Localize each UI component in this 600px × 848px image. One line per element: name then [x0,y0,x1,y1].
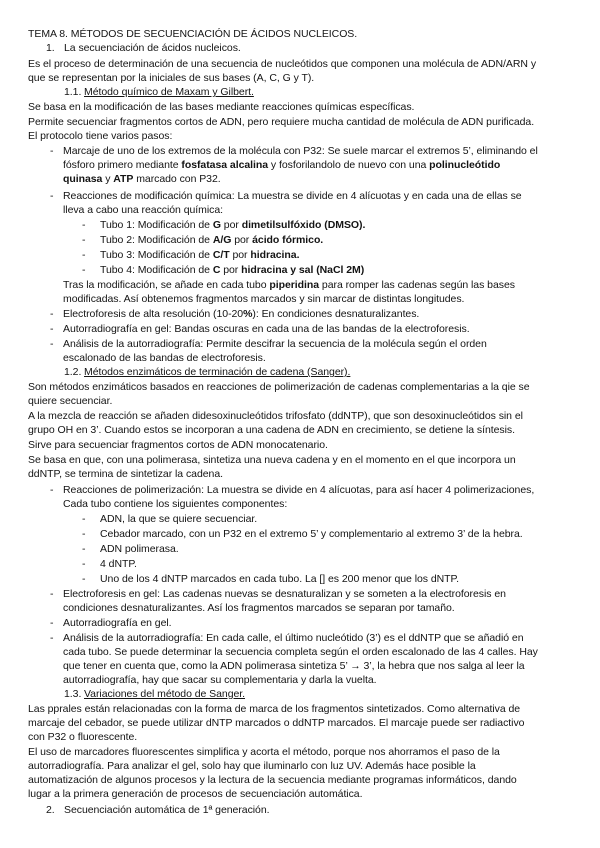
tube-2-line: Tubo 2: Modificación de A/G por ácido fórmico. [100,234,324,246]
sub-bullet-dash: - [82,573,86,585]
bullet-line: Autorradiografía en gel. [63,617,172,629]
sub-bullet-dash: - [82,219,86,231]
tube-3-line: Tubo 3: Modificación de C/T por hidracina. [100,249,300,261]
bullet-line: Reacciones de modificación química: La muestra se divide en 4 alícuotas y en cada una de ellas se [63,190,522,202]
paragraph-line: Es el proceso de determinación de una secuencia de nucleótidos que componen una molécula de ADN/ARN y [28,58,537,70]
paragraph-line: El protocolo tiene varios pasos: [28,130,173,142]
bullet-line: Análisis de la autorradiografía: En cada calle, el último nucleótido (3’) es el ddNTP que se añadió en [63,632,524,644]
bullet-dash: - [50,484,54,496]
bullet-line: Análisis de la autorradiografía: Permite descifrar la secuencia de la molécula según el orden [63,338,487,350]
sub-bullet-dash: - [82,249,86,261]
bullet-line: Autorradiografía en gel: Bandas oscuras en cada una de las bandas de la electroforesis. [63,323,470,335]
paragraph-line: Las pprales están relacionadas con la forma de marca de los fragmentos sintetizados. Como alternativa de [28,703,521,715]
bullet-line: Electroforesis de alta resolución (10-20%): En condiciones desnaturalizantes. [63,308,420,320]
paragraph-line: automatización de algunos procesos y la lectura de la secuencia mediante programas informáticos, dando [28,774,517,786]
section-1-2-heading: Métodos enzimáticos de terminación de cadena (Sanger). [84,366,351,378]
component-item: 4 dNTP. [100,558,137,570]
bullet-dash: - [50,308,54,320]
section-2-number: 2. [46,804,55,816]
paragraph-line: A la mezcla de reacción se añaden didesoxinucleótidos trifosfato (ddNTP), que son desoxinucleótidos sin el [28,410,523,422]
bullet-line: quinasa y ATP marcado con P32. [63,173,221,185]
component-item: ADN, la que se quiere secuenciar. [100,513,258,525]
bullet-line: Electroforesis en gel: Las cadenas nuevas se desnaturalizan y se someten a la electroforesis en [63,588,506,600]
bullet-line: condiciones desnaturalizantes. Así los fragmentos marcados se separan por tamaño. [63,602,455,614]
bullet-line: Cada tubo contiene los siguientes componentes: [63,498,288,510]
paragraph-line: Se basa en que, con una polimerasa, sintetiza una nueva cadena y en el momento en el que incorpora un [28,454,516,466]
paragraph-line: Se basa en la modificación de las bases mediante reacciones químicas específicas. [28,101,415,113]
section-1-heading: La secuenciación de ácidos nucleicos. [64,42,241,54]
sub-bullet-dash: - [82,513,86,525]
tube-1-line: Tubo 1: Modificación de G por dimetilsulfóxido (DMSO). [100,219,366,231]
bullet-dash: - [50,617,54,629]
sub-bullet-dash: - [82,528,86,540]
section-2-heading: Secuenciación automática de 1ª generación. [64,804,270,816]
paragraph-line: marcaje del cebador, se puede utilizar dNTP marcados o ddNTP marcados. El marcaje puede ser radiactivo [28,717,525,729]
component-item: Uno de los 4 dNTP marcados en cada tubo. La [] es 200 menor que los dNTP. [100,573,460,585]
bullet-line: Reacciones de polimerización: La muestra se divide en 4 alícuotas, para así hacer 4 polimerizaciones, [63,484,535,496]
section-1-3-heading: Variaciones del método de Sanger. [84,688,246,700]
bullet-dash: - [50,323,54,335]
paragraph-line: Son métodos enzimáticos basados en reacciones de polimerización de cadenas complementarias a la qie se [28,381,530,393]
section-1-number: 1. [46,42,55,54]
component-item: Cebador marcado, con un P32 en el extremo 5’ y complementario al extremo 3’ de la hebra. [100,528,523,540]
section-1-2-number: 1.2. [64,366,82,378]
paragraph-line: con P32 o fluorescente. [28,731,138,743]
paragraph-line: Permite secuenciar fragmentos cortos de ADN, pero requiere mucha cantidad de molécula de ADN purificada. [28,116,535,128]
bullet-line: fósforo primero mediante fosfatasa alcalina y fosforilandolo de nuevo con una polinucleótido [63,159,501,171]
tube-4-line: Tubo 4: Modificación de C por hidracina y sal (NaCl 2M) [100,264,365,276]
bullet-dash: - [50,338,54,350]
bullet-line: que tener en cuenta que, como la ADN polimerasa sintetiza 5’ → 3’, la hebra que nos salga al leer la [63,660,525,672]
paragraph-line: ddNTP, se termina de sintetizar la cadena. [28,468,223,480]
bullet-line: Tras la modificación, se añade en cada tubo piperidina para romper las cadenas según las bases [63,279,515,291]
bullet-line: modificadas. Así obtenemos fragmentos marcados y sin marcar de distintas longitudes. [63,293,465,305]
component-item: ADN polimerasa. [100,543,179,555]
paragraph-line: Sirve para secuenciar fragmentos cortos de ADN monocatenario. [28,439,328,451]
sub-bullet-dash: - [82,543,86,555]
section-1-1-heading: Método químico de Maxam y Gilbert. [84,86,254,98]
bullet-dash: - [50,632,54,644]
sub-bullet-dash: - [82,558,86,570]
bullet-line: escalonado de las bandas de electroforesis. [63,352,266,364]
paragraph-line: lugar a la primera generación de procesos de secuenciación automática. [28,788,363,800]
paragraph-line: grupo OH en 3’. Cuando estos se incorporan a una cadena de ADN en crecimiento, se detiene la síntesis. [28,424,515,436]
paragraph-line: autorradiografía. Para analizar el gel, solo hay que iluminarlo con luz UV. Además hace posible la [28,760,476,772]
paragraph-line: El uso de marcadores fluorescentes simplifica y acorta el método, porque nos ahorramos el paso de la [28,746,500,758]
section-1-1-number: 1.1. [64,86,82,98]
sub-bullet-dash: - [82,264,86,276]
paragraph-line: que se representan por la iniciales de sus bases (A, C, G y T). [28,72,315,84]
paragraph-line: quiere secuenciar. [28,395,113,407]
bullet-dash: - [50,190,54,202]
bullet-line: lleva a cabo una reacción química: [63,204,223,216]
sub-bullet-dash: - [82,234,86,246]
document-title: TEMA 8. MÉTODOS DE SECUENCIACIÓN DE ÁCIDOS NUCLEICOS. [28,28,358,40]
bullet-dash: - [50,145,54,157]
section-1-3-number: 1.3. [64,688,82,700]
bullet-line: autorradiografía, hay que sacar su complementaria y darla la vuelta. [63,674,377,686]
bullet-line: Marcaje de uno de los extremos de la molécula con P32: Se suele marcar el extremos 5’, eliminando el [63,145,538,157]
bullet-dash: - [50,588,54,600]
bullet-line: cada tubo. Se puede determinar la secuencia completa según el orden escalonado de las 4 calles. Hay [63,646,538,658]
